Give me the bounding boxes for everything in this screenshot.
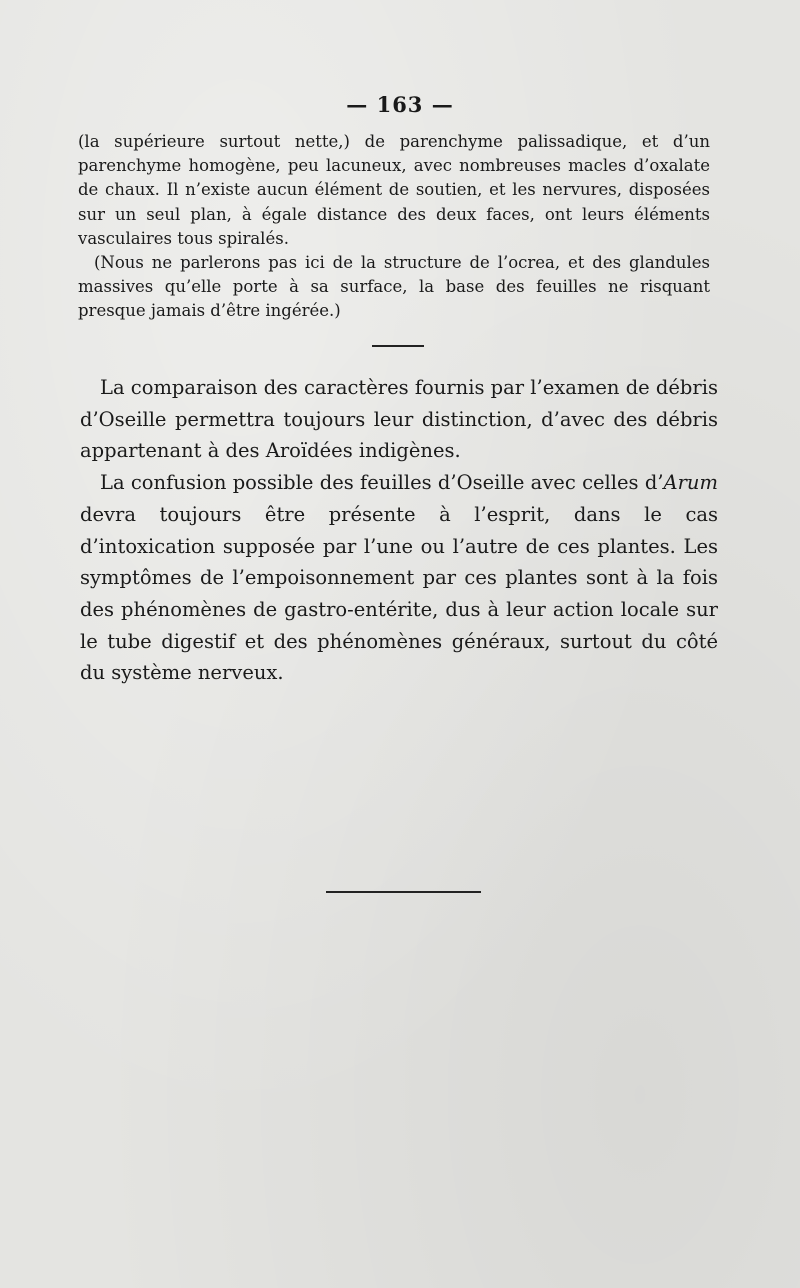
paragraph: (la supérieure surtout nette,) de parenchyme palissadique, et d’un parenchyme homogène, peu lacuneux, avec nombreuses macles d’oxalate de chaux. Il n’existe aucun élément de soutien, et les nervures, disposées sur un seul plan, à égale distance des deux faces, ont leurs éléments vasculaires tous spiralés. — [78, 132, 710, 248]
text-span: La confusion possible des feuilles d’Oseille avec celles d’ — [100, 471, 664, 495]
page-number: — 163 — — [346, 92, 454, 117]
paragraph — [80, 467, 718, 689]
italic-term: Arum — [663, 471, 718, 495]
top-text-block — [78, 130, 710, 324]
section-divider — [372, 345, 424, 347]
paragraph: (Nous ne parlerons pas ici de la structure de l’ocrea, et des glandules massives qu’elle porte à sa surface, la base des feuilles ne risquant presque jamais d’être ingérée.) — [78, 253, 710, 321]
text-span: devra toujours être présente à l’esprit, dans le cas d’intoxication supposée par l’une ou l’autre de ces plantes. Les symptômes de l’empoisonnement par ces plantes sont à la fois des phénomènes de gastro-entérite, dus à leur action locale sur le tube digestif et des phénomènes généraux, surtout du côté du système nerveux. — [80, 502, 718, 685]
main-text-block — [80, 372, 718, 689]
paragraph: La comparaison des caractères fournis par l’examen de débris d’Oseille permettra toujours leur distinction, d’avec des débris appartenant à des Aroïdées indigènes. — [80, 376, 718, 463]
end-divider — [326, 891, 481, 893]
